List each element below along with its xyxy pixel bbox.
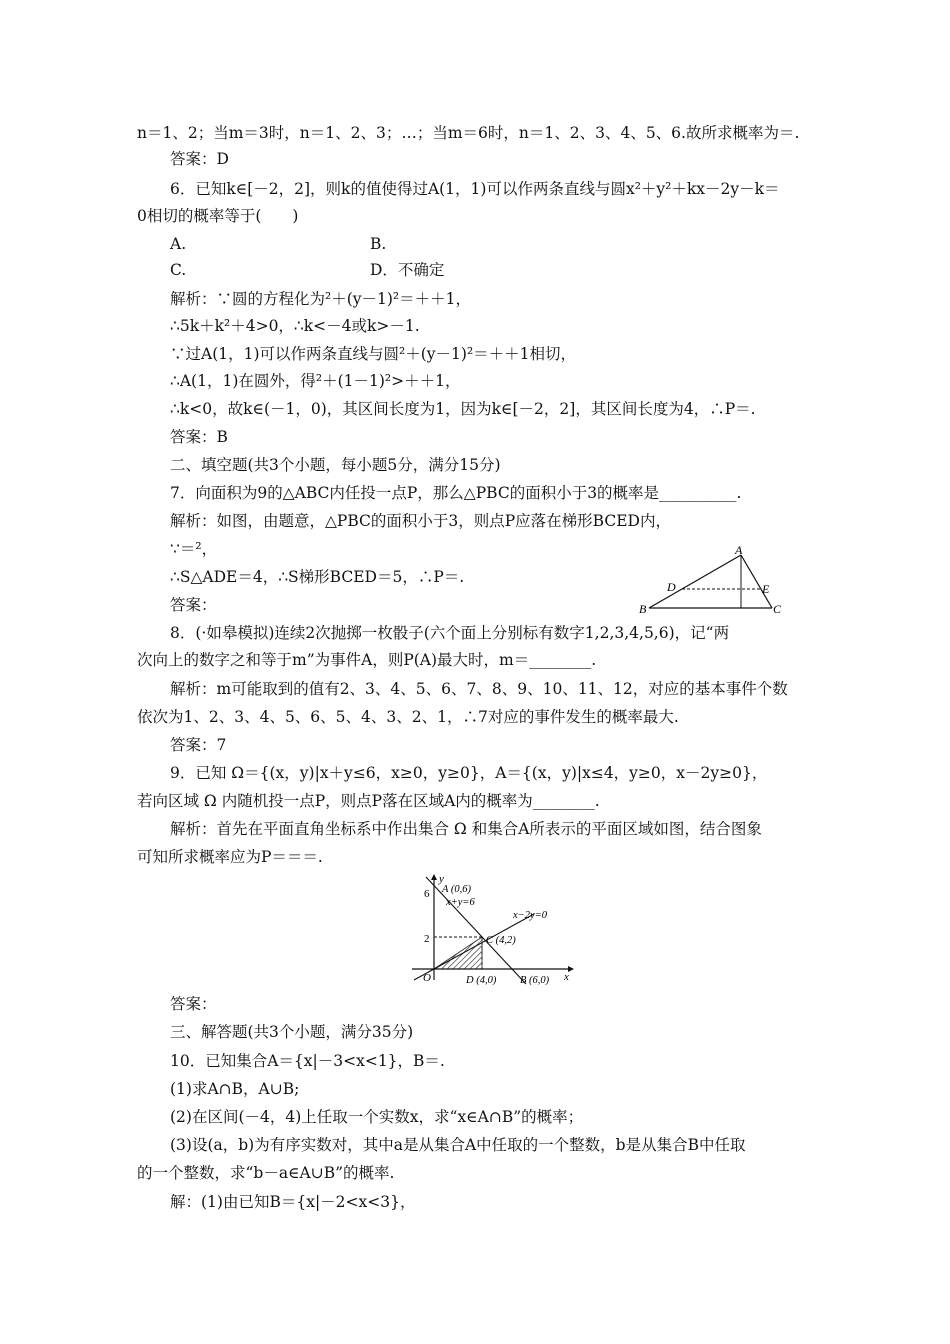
- point-b-label: B (6,0): [520, 975, 550, 986]
- option-d: D．不确定: [370, 261, 445, 279]
- question-6: 6．已知k∈[－2，2]，则k的值使得过A(1，1)可以作两条直线与圆x²＋y²＋kx－2y－k＝: [170, 180, 780, 198]
- question-9: 9．已知 Ω＝{(x，y)|x＋y≤6，x≥0，y≥0}，A＝{(x，y)|x≤4，y≥0，x－2y≥0}，: [170, 764, 768, 782]
- sub-question: (1)求A∩B，A∪B;: [170, 1080, 300, 1098]
- answer-line: 答案：D: [170, 150, 229, 168]
- solution-line: 依次为1、2、3、4、5、6、5、4、3、2、1，∴7对应的事件发生的概率最大.: [137, 708, 679, 726]
- answer-line: 答案：7: [170, 736, 227, 754]
- label-e: E: [762, 582, 770, 596]
- label-d: D: [667, 580, 676, 594]
- x-axis-label: x: [564, 971, 569, 983]
- solution-line: ∴5k＋k²＋4>0，∴k<－4或k>－1.: [170, 317, 420, 335]
- question-8: 8．(·如皋模拟)连续2次抛掷一枚骰子(六个面上分别标有数字1,2,3,4,5,6)，记“两: [170, 624, 730, 642]
- answer-line: 答案：: [170, 995, 217, 1013]
- option-c: C.: [170, 261, 187, 279]
- sub-question: (2)在区间(－4，4)上任取一个实数x，求“x∈A∩B”的概率；: [170, 1108, 584, 1126]
- sub-question-cont: 的一个整数，求“b－a∈A∪B”的概率.: [137, 1164, 395, 1182]
- question-9-cont: 若向区域 Ω 内随机投一点P，则点P落在区域A内的概率为________.: [137, 792, 600, 810]
- question-8-cont: 次向上的数字之和等于m”为事件A，则P(A)最大时，m＝________.: [137, 651, 597, 669]
- sub-question: (3)设(a，b)为有序实数对，其中a是从集合A中任取的一个整数，b是从集合B中任取: [170, 1136, 746, 1154]
- point-c-label: C (4,2): [486, 935, 516, 946]
- solution-line: ∴k<0，故k∈(－1，0)，其区间长度为1，因为k∈[－2，2]，其区间长度为4，∴P＝.: [170, 400, 756, 418]
- section-heading: 三、解答题(共3个小题，满分35分): [170, 1023, 414, 1041]
- option-b: B.: [370, 235, 387, 253]
- solution-line: 解析：首先在平面直角坐标系中作出集合 Ω 和集合A所表示的平面区域如图，结合图象: [170, 820, 762, 838]
- solution-line: 解析：如图，由题意，△PBC的面积小于3，则点P应落在梯形BCED内，: [170, 512, 671, 530]
- text-line: n＝1、2；当m＝3时，n＝1、2、3；…；当m＝6时，n＝1、2、3、4、5、6.故所求概率为＝.: [137, 124, 800, 142]
- solution-line: 解析：m可能取到的值有2、3、4、5、6、7、8、9、10、11、12，对应的基本事件个数: [170, 680, 788, 698]
- solution-line: 可知所求概率应为P＝＝＝.: [137, 848, 323, 866]
- tick-2: 2: [424, 933, 430, 945]
- solution-line: ∵＝²，: [170, 540, 218, 558]
- label-b: B: [639, 602, 647, 616]
- question-10: 10．已知集合A＝{x|－3<x<1}，B＝.: [170, 1052, 445, 1070]
- solution-line: ∴A(1，1)在圆外，得²＋(1－1)²>＋＋1，: [170, 372, 461, 390]
- option-a: A.: [170, 235, 187, 253]
- y-axis-arrow-icon: [431, 874, 437, 880]
- triangle-figure: [636, 546, 786, 616]
- tick-6: 6: [424, 888, 430, 900]
- shaded-region: [434, 937, 482, 969]
- answer-line: 答案：: [170, 596, 217, 614]
- point-a-label: A (0,6): [442, 884, 471, 895]
- line2-label: x−2y=0: [513, 910, 547, 921]
- x-axis-arrow-icon: [568, 966, 574, 972]
- y-axis-label: y: [439, 873, 444, 885]
- origin-label: O: [423, 972, 431, 984]
- solution-line: 解析：∵圆的方程化为²＋(y－1)²＝＋＋1，: [170, 290, 472, 308]
- answer-line: 答案：B: [170, 428, 228, 446]
- line1-label: x+y=6: [446, 897, 475, 908]
- line-x-minus-2y-0: [414, 914, 534, 980]
- section-heading: 二、填空题(共3个小题，每小题5分，满分15分): [170, 456, 501, 474]
- region-figure: [408, 872, 578, 987]
- solution-line: 解：(1)由已知B＝{x|－2<x<3}，: [170, 1193, 416, 1211]
- question-6-cont: 0相切的概率等于( ): [137, 207, 299, 225]
- label-a: A: [735, 546, 743, 557]
- question-7: 7．向面积为9的△ABC内任投一点P，那么△PBC的面积小于3的概率是__________.: [170, 484, 742, 502]
- side-ab: [649, 555, 741, 608]
- solution-line: ∵过A(1，1)可以作两条直线与圆²＋(y－1)²＝＋＋1相切，: [170, 345, 577, 363]
- point-d-label: D (4,0): [466, 975, 497, 986]
- label-c: C: [773, 602, 782, 616]
- solution-line: ∴S△ADE＝4，∴S梯形BCED＝5，∴P＝.: [170, 568, 465, 586]
